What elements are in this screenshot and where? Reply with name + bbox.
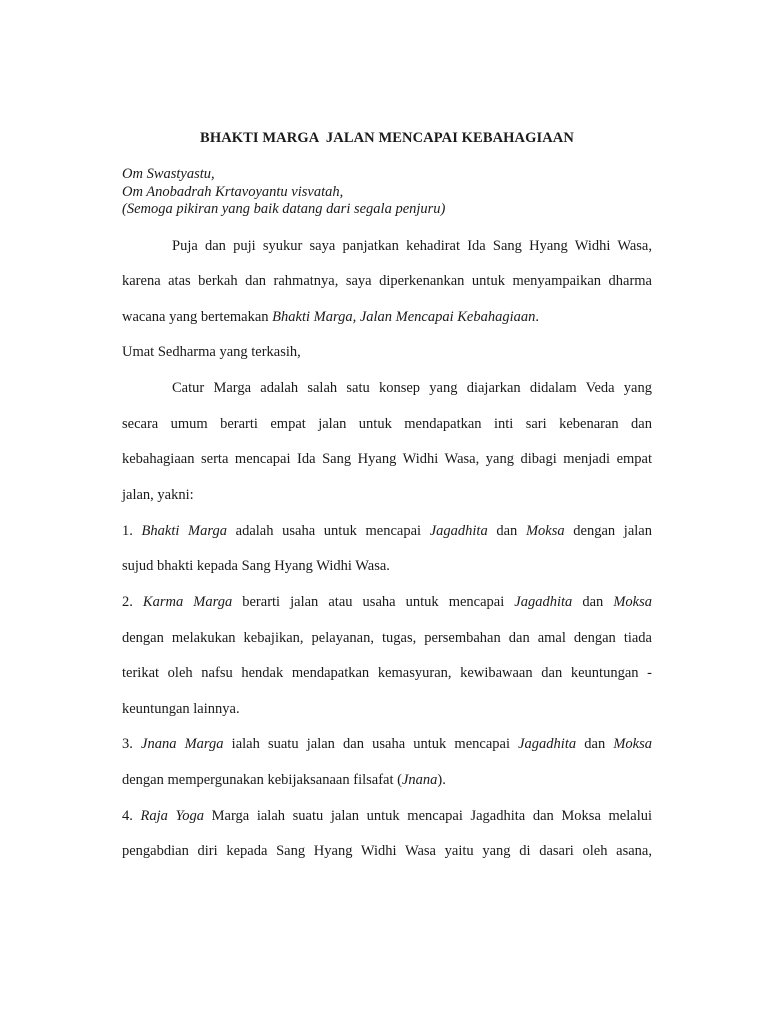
greeting-line: Om Anobadrah Krtavoyantu visvatah, [122,183,344,200]
list-item-3-cont: dengan mempergunakan kebijaksanaan filsafat (Jnana). [122,772,446,788]
paragraph-line: Puja dan puji syukur saya panjatkan kehadirat Ida Sang Hyang Widhi Wasa, [172,238,652,254]
term-text: Jnana Marga [141,736,224,752]
list-item-3: 3. Jnana Marga ialah suatu jalan dan usaha untuk mencapai Jagadhita dan Moksa [122,736,652,752]
paragraph-line: karena atas berkah dan rahmatnya, saya diperkenankan untuk menyampaikan dharma [122,273,652,289]
list-item-1: 1. Bhakti Marga adalah usaha untuk mencapai Jagadhita dan Moksa dengan jalan [122,523,652,539]
paragraph-line [122,309,652,326]
term-text: Raja Yoga [140,808,204,824]
greeting-line: Om Swastyastu, [122,166,215,182]
document-title: BHAKTI MARGA JALAN MENCAPAI KEBAHAGIAAN [200,130,574,146]
list-item-2: 2. Karma Marga berarti jalan atau usaha untuk mencapai Jagadhita dan Moksa [122,594,652,610]
term-text: Karma Marga [142,594,233,610]
list-item-2-cont: terikat oleh nafsu hendak mendapatkan kemasyuran, kewibawaan dan keuntungan - [122,665,652,681]
salutation-line: Umat Sedharma yang terkasih, [122,344,301,360]
list-item-2-cont: dengan melakukan kebajikan, pelayanan, tugas, persembahan dan amal dengan tiada [122,630,652,646]
term-text: Bhakti Marga [141,523,227,539]
paragraph-line: secara umum berarti empat jalan untuk mendapatkan inti sari kebenaran dan [122,416,652,432]
text-span: wacana yang bertemakan [122,309,273,325]
list-item-2-cont: keuntungan lainnya. [122,701,240,717]
emphasis-text: Bhakti Marga, Jalan Mencapai Kebahagiaan [272,309,536,325]
paragraph-line: kebahagiaan serta mencapai Ida Sang Hyang Widhi Wasa, yang dibagi menjadi empat [122,451,652,467]
paragraph-line: jalan, yakni: [122,487,194,503]
greeting-block [122,166,445,219]
list-item-4: 4. Raja Yoga Marga ialah suatu jalan untuk mencapai Jagadhita dan Moksa melalui [122,808,652,824]
text-span: . [535,309,540,325]
list-item-4-cont: pengabdian diri kepada Sang Hyang Widhi Wasa yaitu yang di dasari oleh asana, [122,843,652,859]
list-item-1-cont: sujud bhakti kepada Sang Hyang Widhi Wasa. [122,558,390,574]
greeting-line: (Semoga pikiran yang baik datang dari segala penjuru) [122,201,446,217]
paragraph-line: Catur Marga adalah salah satu konsep yang diajarkan didalam Veda yang [172,380,652,396]
